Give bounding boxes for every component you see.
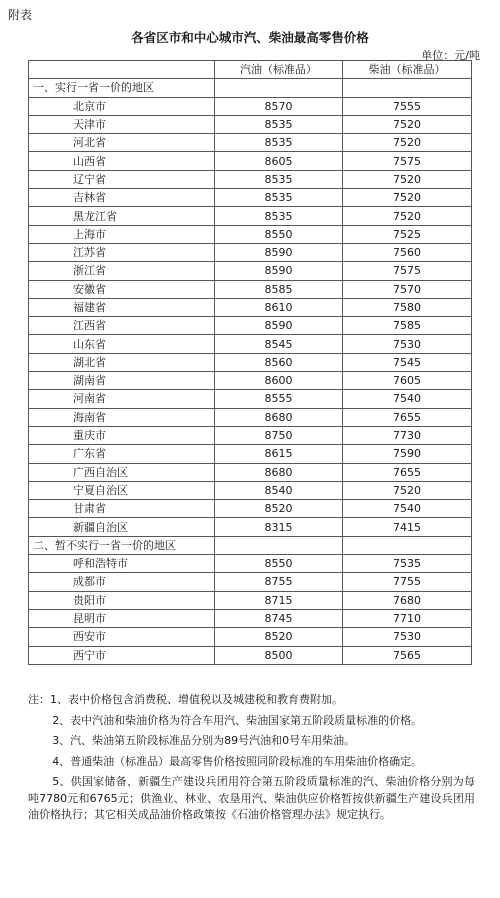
gasoline-price-cell: 8540: [215, 481, 343, 499]
table-row: [29, 353, 472, 371]
empty-cell: [343, 79, 472, 97]
region-cell: 西安市: [29, 628, 215, 646]
table-title: 各省区市和中心城市汽、柴油最高零售价格: [131, 30, 369, 45]
table-row: [29, 298, 472, 316]
note-3: 3、汽、柴油第五阶段标准品分别为89号汽油和0号车用柴油。: [52, 734, 356, 747]
diesel-price-cell: 7520: [343, 189, 472, 207]
region-cell: 湖南省: [29, 372, 215, 390]
gasoline-price-cell: 8585: [215, 280, 343, 298]
region-cell: 安徽省: [29, 280, 215, 298]
diesel-price-cell: 7520: [343, 481, 472, 499]
diesel-price-cell: 7655: [343, 408, 472, 426]
region-cell: 江西省: [29, 317, 215, 335]
table-row: [29, 555, 472, 573]
gasoline-price-cell: 8535: [215, 115, 343, 133]
table-row: [29, 335, 472, 353]
region-cell: 宁夏自治区: [29, 481, 215, 499]
table-row: [29, 280, 472, 298]
diesel-price-cell: 7545: [343, 353, 472, 371]
table-row: [29, 372, 472, 390]
gasoline-price-cell: 8750: [215, 426, 343, 444]
table-row: [29, 207, 472, 225]
region-cell: 河北省: [29, 134, 215, 152]
diesel-price-cell: 7575: [343, 152, 472, 170]
gasoline-price-cell: 8500: [215, 646, 343, 664]
diesel-price-cell: 7520: [343, 134, 472, 152]
diesel-price-cell: 7560: [343, 243, 472, 261]
note-2: 2、表中汽油和柴油价格为符合车用汽、柴油国家第五阶段质量标准的价格。: [52, 713, 423, 727]
diesel-price-cell: 7530: [343, 628, 472, 646]
table-row: [29, 189, 472, 207]
region-cell: 成都市: [29, 573, 215, 591]
diesel-price-cell: 7520: [343, 170, 472, 188]
diesel-price-cell: 7530: [343, 335, 472, 353]
table-row: [29, 518, 472, 536]
diesel-price-cell: 7710: [343, 609, 472, 627]
gasoline-price-cell: 8715: [215, 591, 343, 609]
region-cell: 黑龙江省: [29, 207, 215, 225]
gasoline-price-cell: 8590: [215, 317, 343, 335]
gasoline-price-cell: 8315: [215, 518, 343, 536]
region-cell: 贵阳市: [29, 591, 215, 609]
notes: [28, 692, 475, 828]
gasoline-price-cell: 8535: [215, 170, 343, 188]
price-table: [28, 60, 472, 665]
table-row: [29, 390, 472, 408]
region-cell: 吉林省: [29, 189, 215, 207]
table-row: [29, 170, 472, 188]
header-diesel: 柴油（标准品）: [343, 61, 472, 79]
section-label: 一、实行一省一价的地区: [29, 79, 215, 97]
table-row: [29, 609, 472, 627]
region-cell: 浙江省: [29, 262, 215, 280]
table-row: [29, 628, 472, 646]
gasoline-price-cell: 8600: [215, 372, 343, 390]
table-row: [29, 97, 472, 115]
gasoline-price-cell: 8745: [215, 609, 343, 627]
region-cell: 福建省: [29, 298, 215, 316]
diesel-price-cell: 7755: [343, 573, 472, 591]
table-row: [29, 463, 472, 481]
region-cell: 北京市: [29, 97, 215, 115]
diesel-price-cell: 7655: [343, 463, 472, 481]
empty-cell: [215, 536, 343, 554]
gasoline-price-cell: 8555: [215, 390, 343, 408]
table-row: [29, 573, 472, 591]
diesel-price-cell: 7590: [343, 445, 472, 463]
diesel-price-cell: 7520: [343, 207, 472, 225]
table-row: [29, 134, 472, 152]
region-cell: 天津市: [29, 115, 215, 133]
table-row: [29, 481, 472, 499]
gasoline-price-cell: 8535: [215, 207, 343, 225]
table-row: [29, 408, 472, 426]
gasoline-price-cell: 8570: [215, 97, 343, 115]
diesel-price-cell: 7540: [343, 390, 472, 408]
note-4: 4、普通柴油（标准品）最高零售价格按照同阶段标准的车用柴油价格确定。: [52, 754, 423, 768]
gasoline-price-cell: 8535: [215, 189, 343, 207]
header-gasoline: 汽油（标准品）: [215, 61, 343, 79]
region-cell: 辽宁省: [29, 170, 215, 188]
gasoline-price-cell: 8550: [215, 555, 343, 573]
header-row: [29, 61, 472, 79]
diesel-price-cell: 7585: [343, 317, 472, 335]
gasoline-price-cell: 8535: [215, 134, 343, 152]
region-cell: 山东省: [29, 335, 215, 353]
diesel-price-cell: 7730: [343, 426, 472, 444]
region-cell: 昆明市: [29, 609, 215, 627]
table-row: [29, 500, 472, 518]
gasoline-price-cell: 8680: [215, 408, 343, 426]
section-row: [29, 536, 472, 554]
empty-cell: [343, 536, 472, 554]
diesel-price-cell: 7680: [343, 591, 472, 609]
gasoline-price-cell: 8610: [215, 298, 343, 316]
gasoline-price-cell: 8680: [215, 463, 343, 481]
gasoline-price-cell: 8550: [215, 225, 343, 243]
section-label: 二、暂不实行一省一价的地区: [29, 536, 215, 554]
region-cell: 新疆自治区: [29, 518, 215, 536]
region-cell: 广东省: [29, 445, 215, 463]
table-row: [29, 646, 472, 664]
region-cell: 重庆市: [29, 426, 215, 444]
diesel-price-cell: 7555: [343, 97, 472, 115]
diesel-price-cell: 7520: [343, 115, 472, 133]
table-row: [29, 115, 472, 133]
diesel-price-cell: 7605: [343, 372, 472, 390]
region-cell: 江苏省: [29, 243, 215, 261]
section-row: [29, 79, 472, 97]
gasoline-price-cell: 8615: [215, 445, 343, 463]
diesel-price-cell: 7540: [343, 500, 472, 518]
region-cell: 山西省: [29, 152, 215, 170]
region-cell: 呼和浩特市: [29, 555, 215, 573]
table-row: [29, 243, 472, 261]
header-region: [29, 61, 215, 79]
gasoline-price-cell: 8590: [215, 262, 343, 280]
gasoline-price-cell: 8520: [215, 628, 343, 646]
region-cell: 西宁市: [29, 646, 215, 664]
diesel-price-cell: 7575: [343, 262, 472, 280]
region-cell: 广西自治区: [29, 463, 215, 481]
region-cell: 上海市: [29, 225, 215, 243]
gasoline-price-cell: 8605: [215, 152, 343, 170]
note-1: 注：1、表中价格包含消费税、增值税以及城建税和教育费附加。: [28, 693, 343, 706]
gasoline-price-cell: 8755: [215, 573, 343, 591]
table-row: [29, 445, 472, 463]
diesel-price-cell: 7525: [343, 225, 472, 243]
table-row: [29, 152, 472, 170]
table-row: [29, 426, 472, 444]
diesel-price-cell: 7570: [343, 280, 472, 298]
diesel-price-cell: 7535: [343, 555, 472, 573]
gasoline-price-cell: 8545: [215, 335, 343, 353]
table-row: [29, 262, 472, 280]
gasoline-price-cell: 8560: [215, 353, 343, 371]
gasoline-price-cell: 8520: [215, 500, 343, 518]
table-row: [29, 591, 472, 609]
region-cell: 河南省: [29, 390, 215, 408]
region-cell: 湖北省: [29, 353, 215, 371]
note-5: 5、供国家储备、新疆生产建设兵团用符合第五阶段质量标准的汽、柴油价格分别为每吨7780元和6765元；供渔业、林业、农垦用汽、柴油供应价格暂按供新疆生产建设兵团用油价格执行；其它相关成品油价格政策按《石油价格管理办法》规定执行。: [28, 775, 475, 821]
diesel-price-cell: 7415: [343, 518, 472, 536]
empty-cell: [215, 79, 343, 97]
table-row: [29, 225, 472, 243]
diesel-price-cell: 7565: [343, 646, 472, 664]
gasoline-price-cell: 8590: [215, 243, 343, 261]
region-cell: 海南省: [29, 408, 215, 426]
diesel-price-cell: 7580: [343, 298, 472, 316]
table-row: [29, 317, 472, 335]
region-cell: 甘肃省: [29, 500, 215, 518]
unit-label: 单位：元/吨: [421, 49, 480, 62]
attachment-label: 附表: [8, 8, 33, 22]
